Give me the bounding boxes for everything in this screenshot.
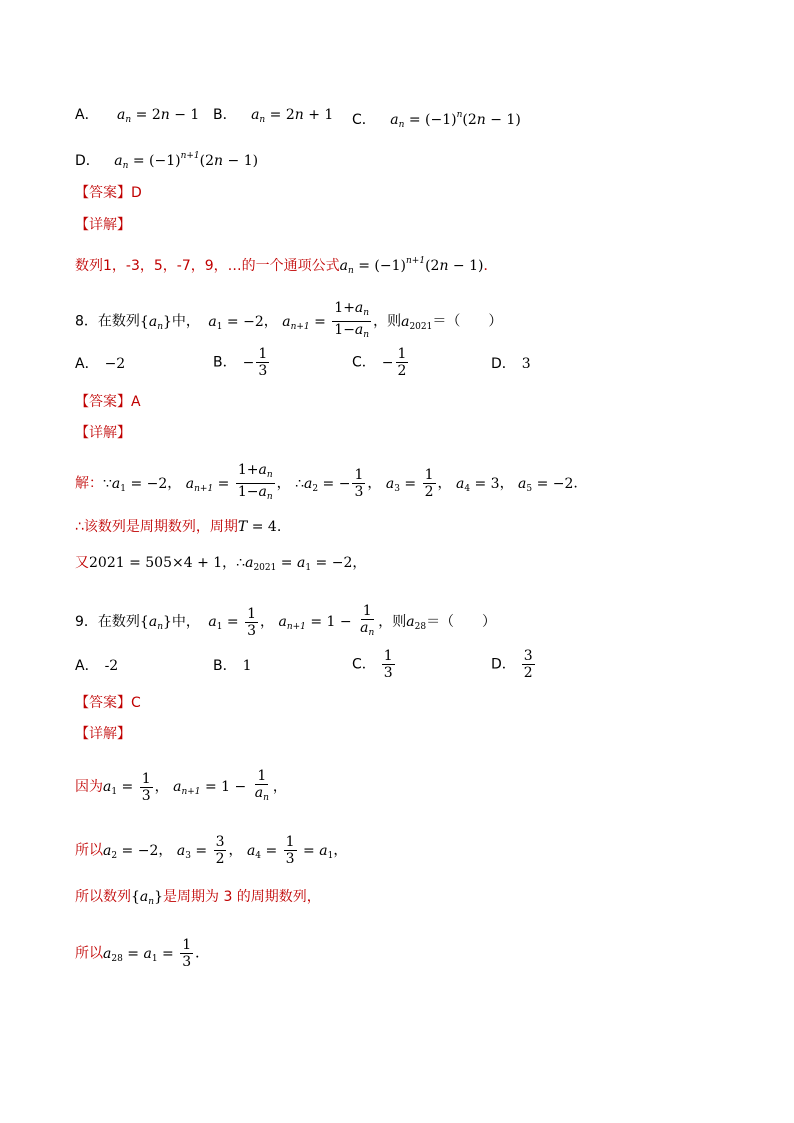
q8-detail-line-1: 解：$\because a_1 = -2$， $a_{n+1}$ = $\frac{1+a_n}{1-a_n}$ ， $\therefore a_2$ = − $\frac{1}{3}$ ， $a_3$ = $\frac{1}{2}$ ， $a_4 = 3$， $a_5 = -2$.	[75, 462, 578, 502]
q8-detail-heading: 【详解】	[75, 425, 131, 441]
q8-answer: 【答案】A	[75, 394, 141, 410]
q8-option-a: A． −2	[75, 356, 126, 372]
q8-option-b: B． − $\frac{1}{3}$	[213, 346, 268, 379]
q8-detail-line-2: ∴该数列是周期数列，周期T = 4.	[75, 519, 282, 535]
q9-detail-heading: 【详解】	[75, 726, 131, 742]
q9-detail-line-3: 所以数列$\{a_n\}$是周期为 3 的周期数列，	[75, 889, 321, 907]
q9-option-d: D． $\frac{3}{2}$	[491, 648, 533, 681]
q8-stem: 8．在数列$\{a_n\}$中， $a_1 = -2$， $a_{n+1}$ = $\frac{1+a_n}{1-a_n}$ ，则$a_{2021}=$（ ）	[75, 300, 503, 340]
q7-option-a: A． $a_n = 2n - 1$	[75, 107, 200, 125]
q9-option-c: C． $\frac{1}{3}$	[352, 648, 393, 681]
q9-stem: 9．在数列$\{a_n\}$中， $a_1$ = $\frac{1}{3}$ ， $a_{n+1} = 1$ − $\frac{1}{a_n}$ ，则$a_{28}=$（ ）	[75, 603, 497, 639]
q9-option-b: B． 1	[213, 658, 252, 674]
q7-option-b: B． $a_n = 2n + 1$	[213, 107, 334, 125]
q9-option-a: A． -2	[75, 658, 119, 674]
q9-detail-line-1: 因为$a_1$ = $\frac{1}{3}$ ， $a_{n+1} = 1$ − $\frac{1}{a_n}$ ，	[75, 768, 287, 804]
q7-detail: 数列1，-3，5，-7，9，…的一个通项公式$a_n = (-1)^{n+1}(2n - 1)$．	[75, 256, 498, 276]
q7-answer: 【答案】D	[75, 185, 142, 201]
q7-option-c: C． $a_n = (-1)^n(2n - 1)$	[352, 110, 521, 130]
q8-option-c: C． − $\frac{1}{2}$	[352, 346, 407, 379]
q9-answer: 【答案】C	[75, 695, 141, 711]
q9-detail-line-2: 所以$a_2 = -2$， $a_3$ = $\frac{3}{2}$ ， $a_4$ = $\frac{1}{3}$ = $a_1$，	[75, 834, 348, 867]
q7-option-d: D． $a_n = (-1)^{n+1}(2n - 1)$	[75, 151, 259, 171]
q8-detail-line-3: 又2021 = 505×4 + 1，$\therefore a_{2021} = a_1 = -2$，	[75, 555, 367, 573]
q7-detail-heading: 【详解】	[75, 217, 131, 233]
q8-option-d: D． 3	[491, 356, 531, 372]
q9-detail-line-4: 所以$a_{28} = a_1$ = $\frac{1}{3}$ ．	[75, 937, 210, 970]
